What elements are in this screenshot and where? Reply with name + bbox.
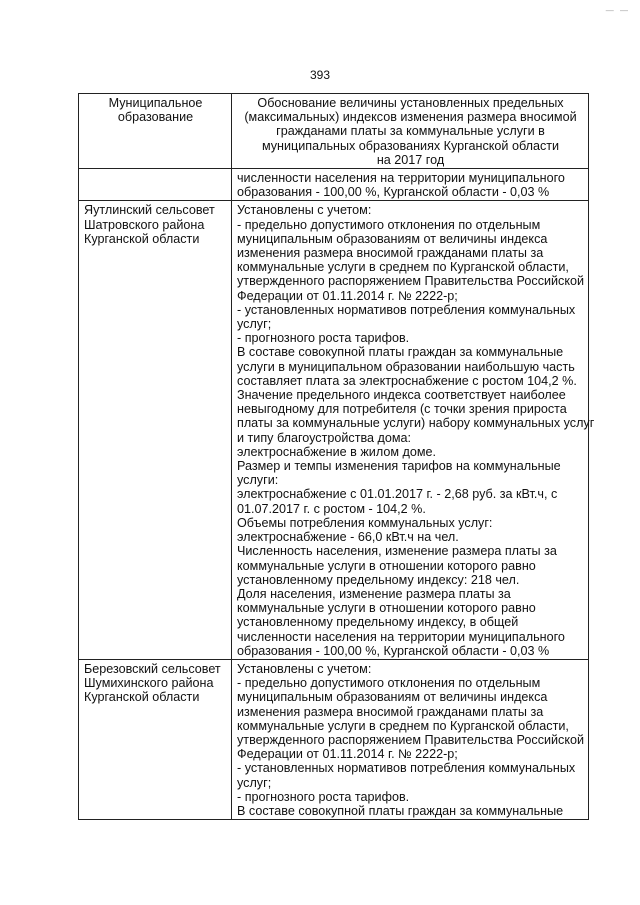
text-line: муниципальным образованиям от величины индекса	[237, 231, 548, 246]
justification-cell	[232, 659, 589, 819]
text-line: услуг;	[237, 317, 272, 332]
text-line: образования - 100,00 %, Курганской области - 0,03 %	[237, 643, 550, 658]
municipality-name-line: Шатровского района	[84, 217, 205, 232]
text-line: муниципальным образованиям от величины индекса	[237, 690, 548, 705]
text-line: численности населения на территории муниципального	[237, 629, 565, 644]
municipality-cell	[79, 201, 232, 660]
table-row	[79, 201, 589, 660]
text-line: - прогнозного роста тарифов.	[237, 331, 410, 346]
municipality-name-line: Шумихинского района	[84, 676, 214, 691]
text-line: коммунальные услуги в среднем по Курганской области,	[237, 718, 569, 733]
text-line: Установлены с учетом:	[237, 203, 372, 218]
municipality-cell	[79, 659, 232, 819]
text-line: услуг;	[237, 775, 272, 790]
continuation-row	[79, 169, 589, 201]
text-line: численности населения на территории муниципального	[237, 171, 565, 186]
text-line: Федерации от 01.11.2014 г. № 2222-р;	[237, 747, 458, 762]
text-line: - предельно допустимого отклонения по отдельным	[237, 217, 541, 232]
text-line: невыгодному для потребителя (с точки зрения прироста	[237, 402, 567, 417]
text-line: изменения размера вносимой гражданами платы за	[237, 704, 544, 719]
text-line: и типу благоустройства дома:	[237, 430, 412, 445]
text-line: изменения размера вносимой гражданами платы за	[237, 246, 544, 261]
text-line: электроснабжение с 01.01.2017 г. - 2,68 руб. за кВт.ч, с	[237, 487, 558, 502]
continuation-text-cell	[232, 169, 589, 201]
municipality-name-line: Березовский сельсовет	[84, 661, 221, 676]
tariff-justification-table	[78, 93, 595, 820]
text-line: установленному предельному индексу: 218 чел.	[237, 572, 520, 587]
header-line: на 2017 год	[376, 152, 445, 167]
table-header-row	[79, 94, 589, 169]
text-line: утвержденного распоряжением Правительства Российской	[237, 274, 585, 289]
table-row	[79, 659, 589, 819]
text-line: коммунальные услуги в отношении которого равно	[237, 558, 536, 573]
text-line: составляет плата за электроснабжение с ростом 104,2 %.	[237, 373, 577, 388]
text-line: платы за коммунальные услуги) набору коммунальных услуг	[237, 416, 595, 431]
text-line: Размер и темпы изменения тарифов на коммунальные	[237, 459, 561, 474]
municipality-name-line: Яутлинский сельсовет	[84, 203, 215, 218]
header-line: муниципальных образованиях Курганской области	[261, 138, 560, 153]
text-line: Доля населения, изменение размера платы за	[237, 586, 511, 601]
text-line: - установленных нормативов потребления коммунальных	[237, 761, 576, 776]
municipality-name-line: Курганской области	[84, 690, 200, 705]
header-justification	[232, 94, 589, 169]
text-line: Значение предельного индекса соответствует наиболее	[237, 388, 566, 403]
corner-mark: — —	[605, 6, 630, 15]
text-line: образования - 100,00 %, Курганской области - 0,03 %	[237, 185, 550, 200]
text-line: Федерации от 01.11.2014 г. № 2222-р;	[237, 288, 458, 303]
text-line: установленному предельному индексу, в общей	[237, 615, 519, 630]
text-line: Объемы потребления коммунальных услуг:	[237, 515, 493, 530]
justification-cell	[232, 201, 595, 660]
text-line: коммунальные услуги в среднем по Курганской области,	[237, 260, 569, 275]
text-line: услуги в муниципальном образовании наибольшую часть	[237, 359, 575, 374]
text-line: электроснабжение - 66,0 кВт.ч на чел.	[237, 530, 459, 545]
text-line: электроснабжение в жилом доме.	[237, 444, 436, 459]
header-line: Муниципальное	[108, 96, 203, 110]
text-line: 01.07.2017 г. с ростом - 104,2 %.	[237, 501, 426, 516]
text-line: Установлены с учетом:	[237, 661, 372, 676]
text-line: коммунальные услуги в отношении которого равно	[237, 601, 536, 616]
text-line: - прогнозного роста тарифов.	[237, 789, 410, 804]
header-municipality	[79, 94, 232, 169]
header-line: образование	[117, 110, 194, 125]
continuation-empty-cell	[79, 169, 232, 201]
text-line: услуги:	[237, 473, 279, 488]
text-line: В составе совокупной платы граждан за коммунальные	[237, 803, 564, 818]
text-line: - предельно допустимого отклонения по отдельным	[237, 676, 541, 691]
municipality-name-line: Курганской области	[84, 231, 200, 246]
text-line: утвержденного распоряжением Правительства Российской	[237, 732, 585, 747]
header-line: Обоснование величины установленных предельных	[257, 96, 564, 110]
header-line: гражданами платы за коммунальные услуги в	[276, 124, 545, 139]
text-line: В составе совокупной платы граждан за коммунальные	[237, 345, 564, 360]
text-line: Численность населения, изменение размера платы за	[237, 544, 557, 559]
page-number: 393	[309, 68, 331, 82]
header-line: (максимальных) индексов изменения размера вносимой	[244, 110, 577, 125]
text-line: - установленных нормативов потребления коммунальных	[237, 302, 576, 317]
